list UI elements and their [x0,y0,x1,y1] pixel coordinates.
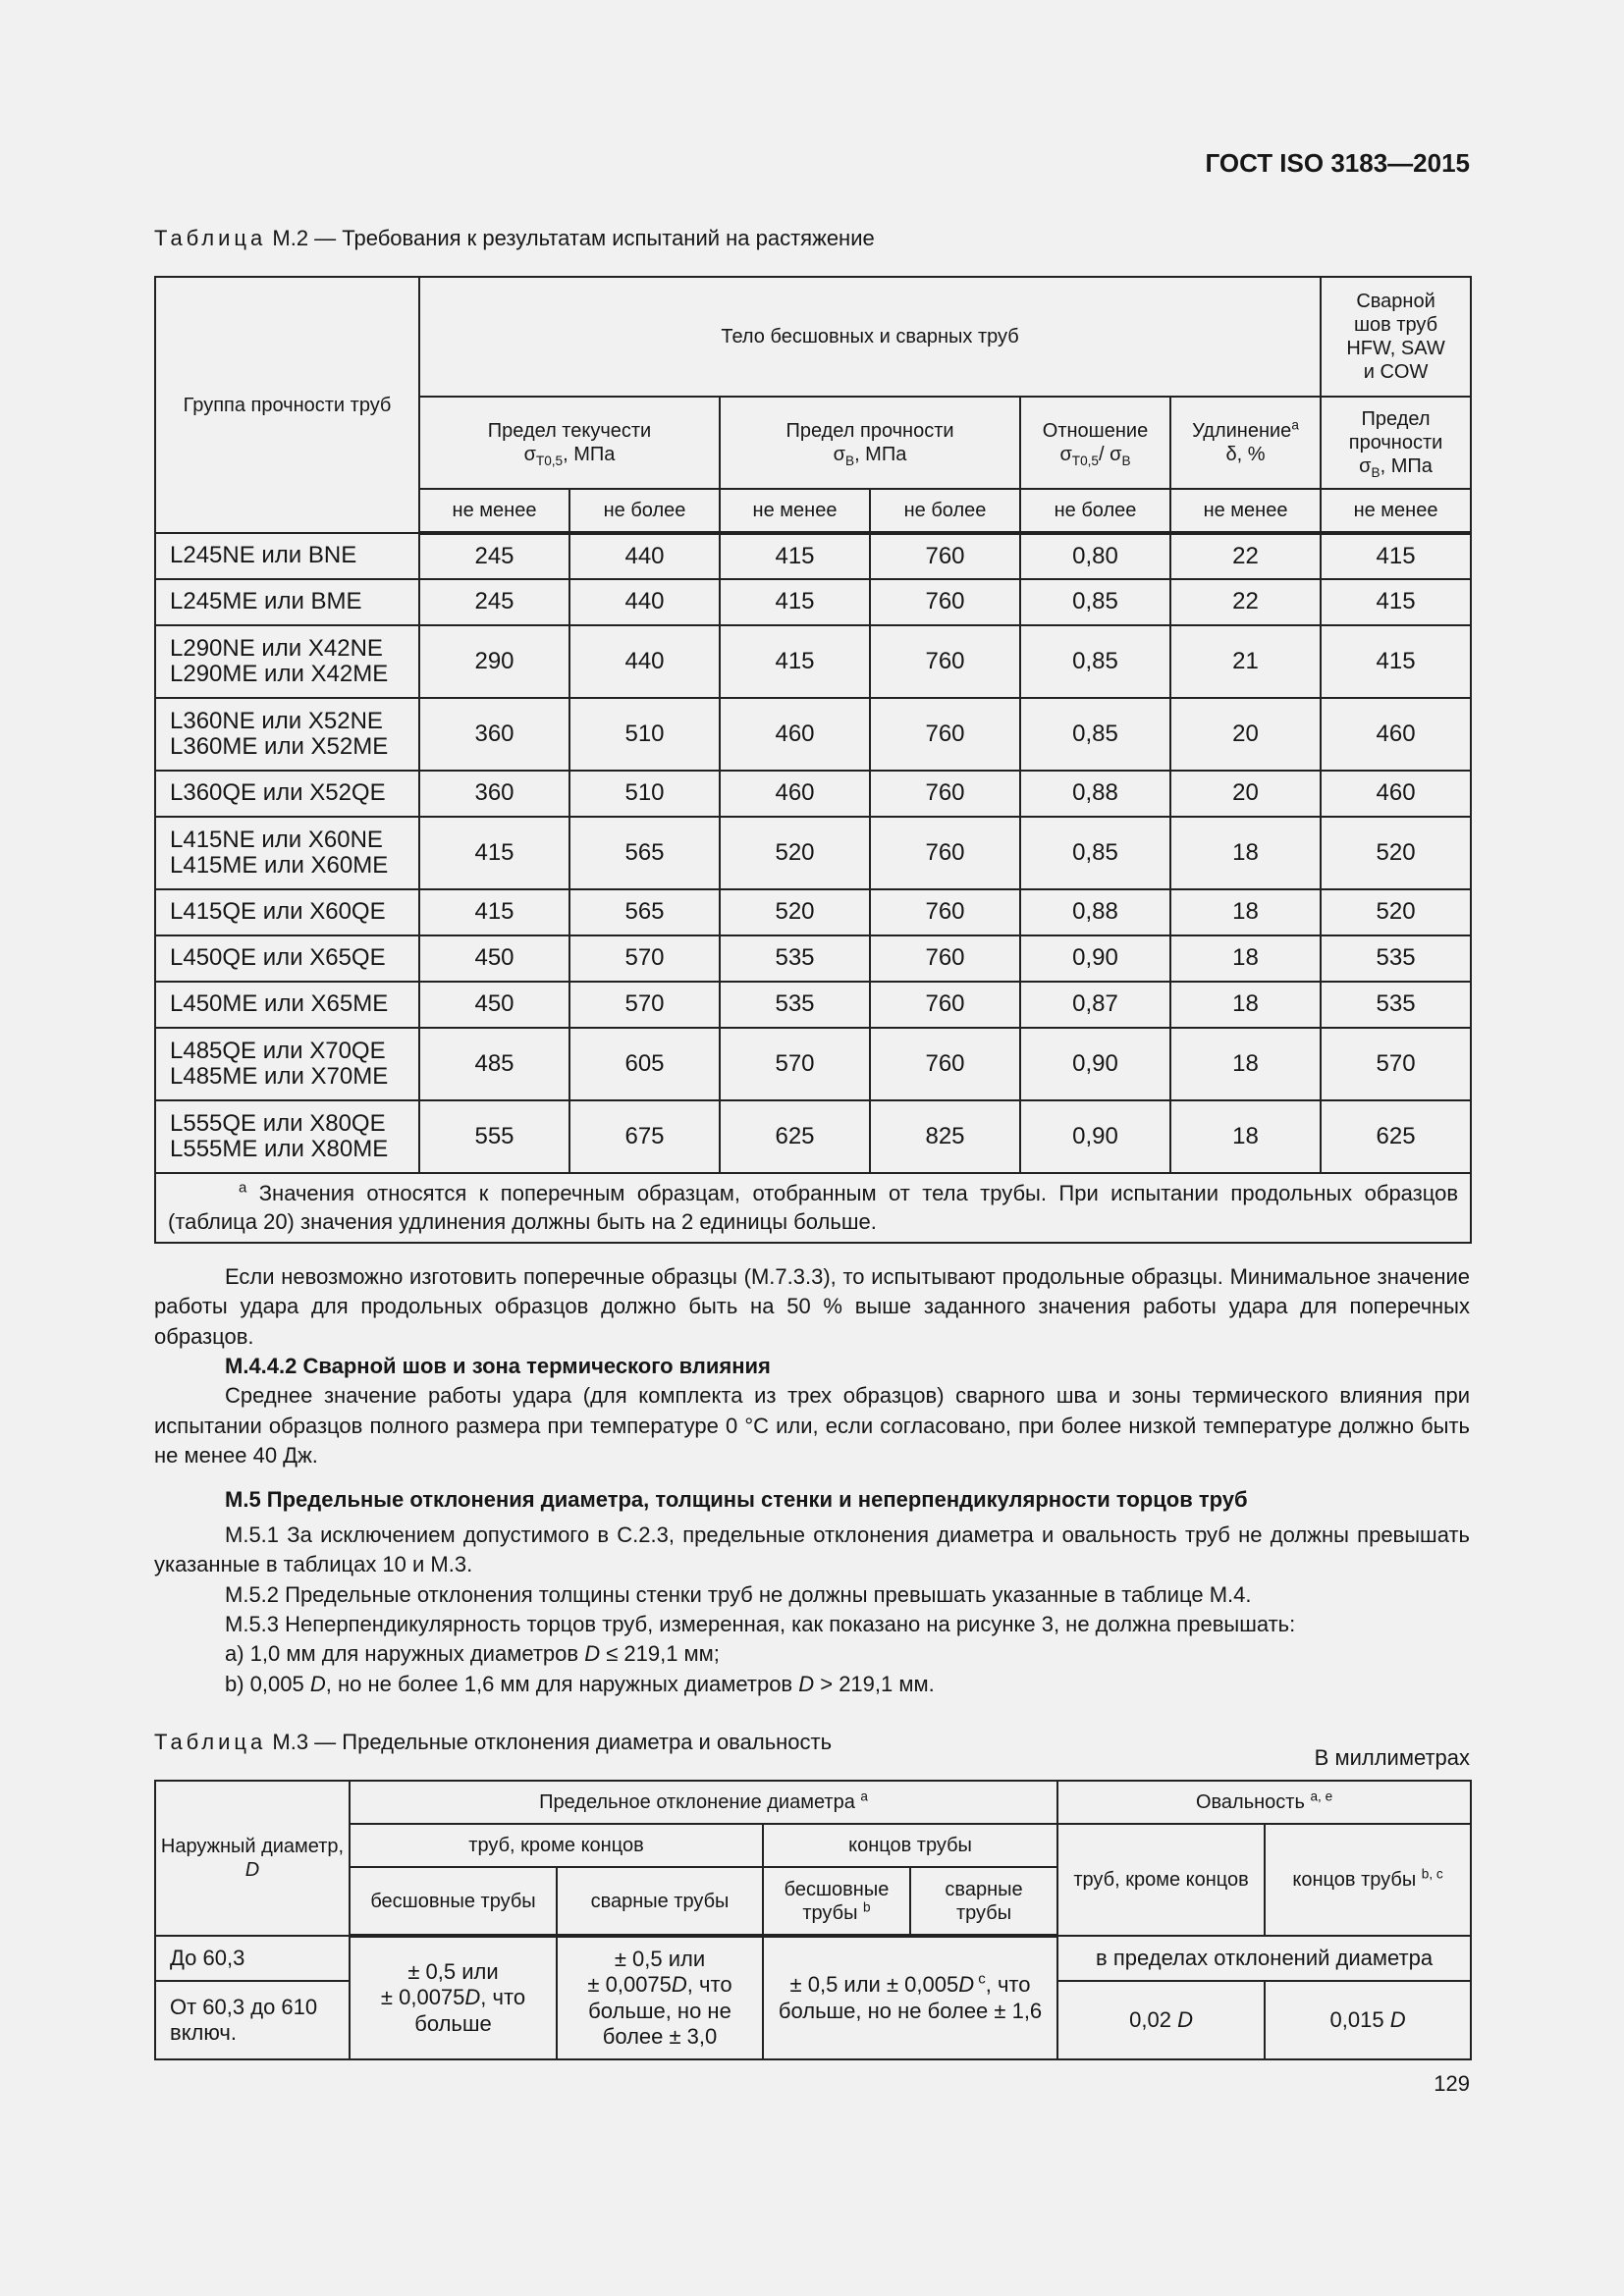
cell-value: 360 [419,698,569,771]
cell-value: 415 [419,817,569,889]
cell-value: 18 [1170,1028,1321,1100]
header-min: не менее [1321,489,1471,533]
table-m3-caption [154,1730,832,1755]
table-m3 [154,1780,1472,2060]
cell-value: 0,85 [1020,579,1170,625]
cell-value: 18 [1170,982,1321,1028]
cell-value: 415 [720,533,870,579]
row-label: До 60,3 [155,1936,350,1981]
header-pipes-except-ends: труб, кроме концов [350,1824,763,1867]
cell-value: 0,90 [1020,1100,1170,1173]
caption-text: М.2 — Требования к результатам испытаний на растяжение [266,226,875,250]
cell-value: 485 [419,1028,569,1100]
cell-value: 0,87 [1020,982,1170,1028]
header-ovality: Овальность $^{а, е}$ [1057,1781,1471,1824]
cell-value: 0,85 [1020,625,1170,698]
header-max: не более [870,489,1020,533]
list-item: а) 1,0 мм для наружных диаметров D ≤ 219,1 мм; [225,1641,720,1667]
cell-value: 440 [569,625,720,698]
cell-value: 535 [1321,982,1471,1028]
cell-value: 20 [1170,771,1321,817]
cell-value: 625 [720,1100,870,1173]
cell-strength-group: L555QE или X80QE L555ME или X80ME [155,1100,419,1173]
cell-strength-group: L360QE или X52QE [155,771,419,817]
cell-strength-group: L245ME или BME [155,579,419,625]
header-max: не более [1020,489,1170,533]
table-row [155,982,1471,1028]
section-heading: М.4.4.2 Сварной шов и зона термического влияния [225,1354,771,1379]
cell-value: 440 [569,533,720,579]
cell-value: 415 [1321,533,1471,579]
page-number: 129 [1434,2071,1470,2096]
header-outer-diameter: Наружный диаметр, D [155,1781,350,1936]
cell-value: 415 [720,579,870,625]
header-ovality-ends: концов трубы $^{b, c}$ [1265,1824,1471,1936]
cell-value: 18 [1170,935,1321,982]
body-text [154,1262,1470,1699]
cell-value: 570 [1321,1028,1471,1100]
cell-value: 450 [419,935,569,982]
cell-seamless: ± 0,5 или ± 0,0075D, что больше [350,1936,557,2059]
header-yield: Предел текучести $\sigma_{T0,5}$, МПа [419,397,720,489]
cell-strength-group: L450QE или X65QE [155,935,419,982]
cell-value: 21 [1170,625,1321,698]
cell-value: 245 [419,579,569,625]
cell-value: 460 [720,698,870,771]
cell-value: 415 [419,889,569,935]
cell-value: 0,88 [1020,889,1170,935]
cell-value: 415 [720,625,870,698]
cell-value: 290 [419,625,569,698]
cell-strength-group: L450ME или X65ME [155,982,419,1028]
cell-value: 520 [720,817,870,889]
cell-value: 0,85 [1020,698,1170,771]
table-m2-footnote: $^а$ Значения относятся к поперечным образцам, отобранным от тела трубы. При испытании продольных образцов (таблица 20) значения удлинения должны быть на 2 единицы больше. [155,1173,1471,1243]
cell-strength-group: L290NE или X42NE L290ME или X42ME [155,625,419,698]
cell-welded: ± 0,5 или ± 0,0075D, что больше, но не более ± 3,0 [557,1936,763,2059]
header-seamless: бесшовные трубы [350,1867,557,1936]
caption-word: Таблица [154,1730,267,1754]
cell-value: 0,90 [1020,1028,1170,1100]
cell-value: 570 [720,1028,870,1100]
header-weld-tensile: Предел прочности $\sigma_B$, МПа [1321,397,1471,489]
cell-value: 760 [870,935,1020,982]
header-tensile: Предел прочности $\sigma_B$, МПа [720,397,1020,489]
cell-value: 18 [1170,817,1321,889]
header-seamless-ends: бесшовные трубы $^b$ [763,1867,910,1936]
cell-value: 460 [720,771,870,817]
cell-value: 18 [1170,1100,1321,1173]
header-ratio: Отношение $\sigma_{T0,5}/$ $\sigma_B$ [1020,397,1170,489]
paragraph: Среднее значение работы удара (для комплекта из трех образцов) сварного шва и зоны термического влияния при испытании образцов полного размера при температуре 0 °С или, если согласовано, при более низкой температуре должно быть не менее 40 Дж. [154,1383,1470,1468]
cell-value: 555 [419,1100,569,1173]
header-welded: сварные трубы [557,1867,763,1936]
header-body: Тело бесшовных и сварных труб [419,277,1321,397]
cell-value: 520 [1321,889,1471,935]
cell-strength-group: L245NE или BNE [155,533,419,579]
caption-word: Таблица [154,226,267,250]
cell-strength-group: L485QE или X70QE L485ME или X70ME [155,1028,419,1100]
cell-value: 825 [870,1100,1020,1173]
cell-value: 440 [569,579,720,625]
cell-value: 535 [720,982,870,1028]
header-welded-ends: сварные трубы [910,1867,1057,1936]
cell-ovality-pipes: 0,02 D [1057,1981,1265,2059]
cell-value: 760 [870,817,1020,889]
cell-value: 415 [1321,625,1471,698]
header-ovality-pipes: труб, кроме концов [1057,1824,1265,1936]
cell-value: 360 [419,771,569,817]
cell-value: 460 [1321,698,1471,771]
paragraph: М.5.3 Неперпендикулярность торцов труб, измеренная, как показано на рисунке 3, не должна превышать: [225,1611,1296,1636]
cell-value: 20 [1170,698,1321,771]
caption-text: М.3 — Предельные отклонения диаметра и овальность [266,1730,833,1754]
row-label: От 60,3 до 610 включ. [155,1981,350,2059]
cell-value: 570 [569,935,720,982]
cell-strength-group: L360NE или X52NE L360ME или X52ME [155,698,419,771]
document-header: ГОСТ ISO 3183—2015 [1205,148,1470,178]
table-m2-caption [154,226,875,251]
table-m3-unit: В миллиметрах [1314,1745,1470,1770]
table-row [155,817,1471,889]
cell-value: 760 [870,533,1020,579]
header-min: не менее [1170,489,1321,533]
list-item: b) 0,005 D, но не более 1,6 мм для наружных диаметров D > 219,1 мм. [225,1671,935,1696]
table-m2-body [155,533,1471,1173]
table-row [155,698,1471,771]
table-row [155,533,1471,579]
cell-value: 460 [1321,771,1471,817]
cell-value: 565 [569,889,720,935]
paragraph: М.5.2 Предельные отклонения толщины стенки труб не должны превышать указанные в таблице М.4. [225,1581,1252,1607]
cell-value: 625 [1321,1100,1471,1173]
cell-value: 760 [870,982,1020,1028]
cell-value: 0,85 [1020,817,1170,889]
cell-value: 535 [1321,935,1471,982]
cell-value: 415 [1321,579,1471,625]
cell-value: 570 [569,982,720,1028]
cell-ovality-r1: в пределах отклонений диаметра [1057,1936,1471,1981]
table-m2 [154,276,1472,1244]
cell-value: 565 [569,817,720,889]
header-weld: Сварной шов труб HFW, SAW и COW [1321,277,1471,397]
cell-value: 18 [1170,889,1321,935]
cell-value: 0,80 [1020,533,1170,579]
table-row [155,1028,1471,1100]
table-row [155,1100,1471,1173]
cell-value: 760 [870,771,1020,817]
cell-value: 510 [569,771,720,817]
table-row [155,625,1471,698]
header-min: не менее [720,489,870,533]
cell-value: 0,88 [1020,771,1170,817]
table-row [155,935,1471,982]
cell-value: 510 [569,698,720,771]
cell-value: 0,90 [1020,935,1170,982]
header-elongation: Удлинение$^а$ δ, % [1170,397,1321,489]
paragraph: М.5.1 За исключением допустимого в С.2.3, предельные отклонения диаметра и овальность труб не должны превышать указанные в таблицах 10 и М.3. [154,1522,1470,1577]
header-max: не более [569,489,720,533]
cell-strength-group: L415NE или X60NE L415ME или X60ME [155,817,419,889]
cell-value: 22 [1170,533,1321,579]
cell-value: 760 [870,889,1020,935]
cell-value: 450 [419,982,569,1028]
table-row [155,771,1471,817]
cell-value: 760 [870,1028,1020,1100]
header-pipe-ends: концов трубы [763,1824,1057,1867]
cell-value: 605 [569,1028,720,1100]
cell-value: 245 [419,533,569,579]
table-row [155,889,1471,935]
cell-value: 760 [870,579,1020,625]
cell-value: 520 [1321,817,1471,889]
table-row [155,579,1471,625]
header-min: не менее [419,489,569,533]
header-diameter-deviation: Предельное отклонение диаметра $^а$ [350,1781,1057,1824]
cell-ends: ± 0,5 или ± 0,005D $^с$, что больше, но не более ± 1,6 [763,1936,1057,2059]
cell-ovality-ends: 0,015 D [1265,1981,1471,2059]
cell-value: 520 [720,889,870,935]
cell-value: 675 [569,1100,720,1173]
paragraph: Если невозможно изготовить поперечные образцы (М.7.3.3), то испытывают продольные образцы. Минимальное значение работы удара для продольных образцов должно быть на 50 % выше заданного значения работы удара для поперечных образцов. [154,1264,1470,1349]
header-group: Группа прочности труб [155,277,419,533]
cell-strength-group: L415QE или X60QE [155,889,419,935]
cell-value: 760 [870,625,1020,698]
cell-value: 22 [1170,579,1321,625]
section-heading: М.5 Предельные отклонения диаметра, толщины стенки и неперпендикулярности торцов труб [225,1486,1248,1512]
cell-value: 760 [870,698,1020,771]
cell-value: 535 [720,935,870,982]
